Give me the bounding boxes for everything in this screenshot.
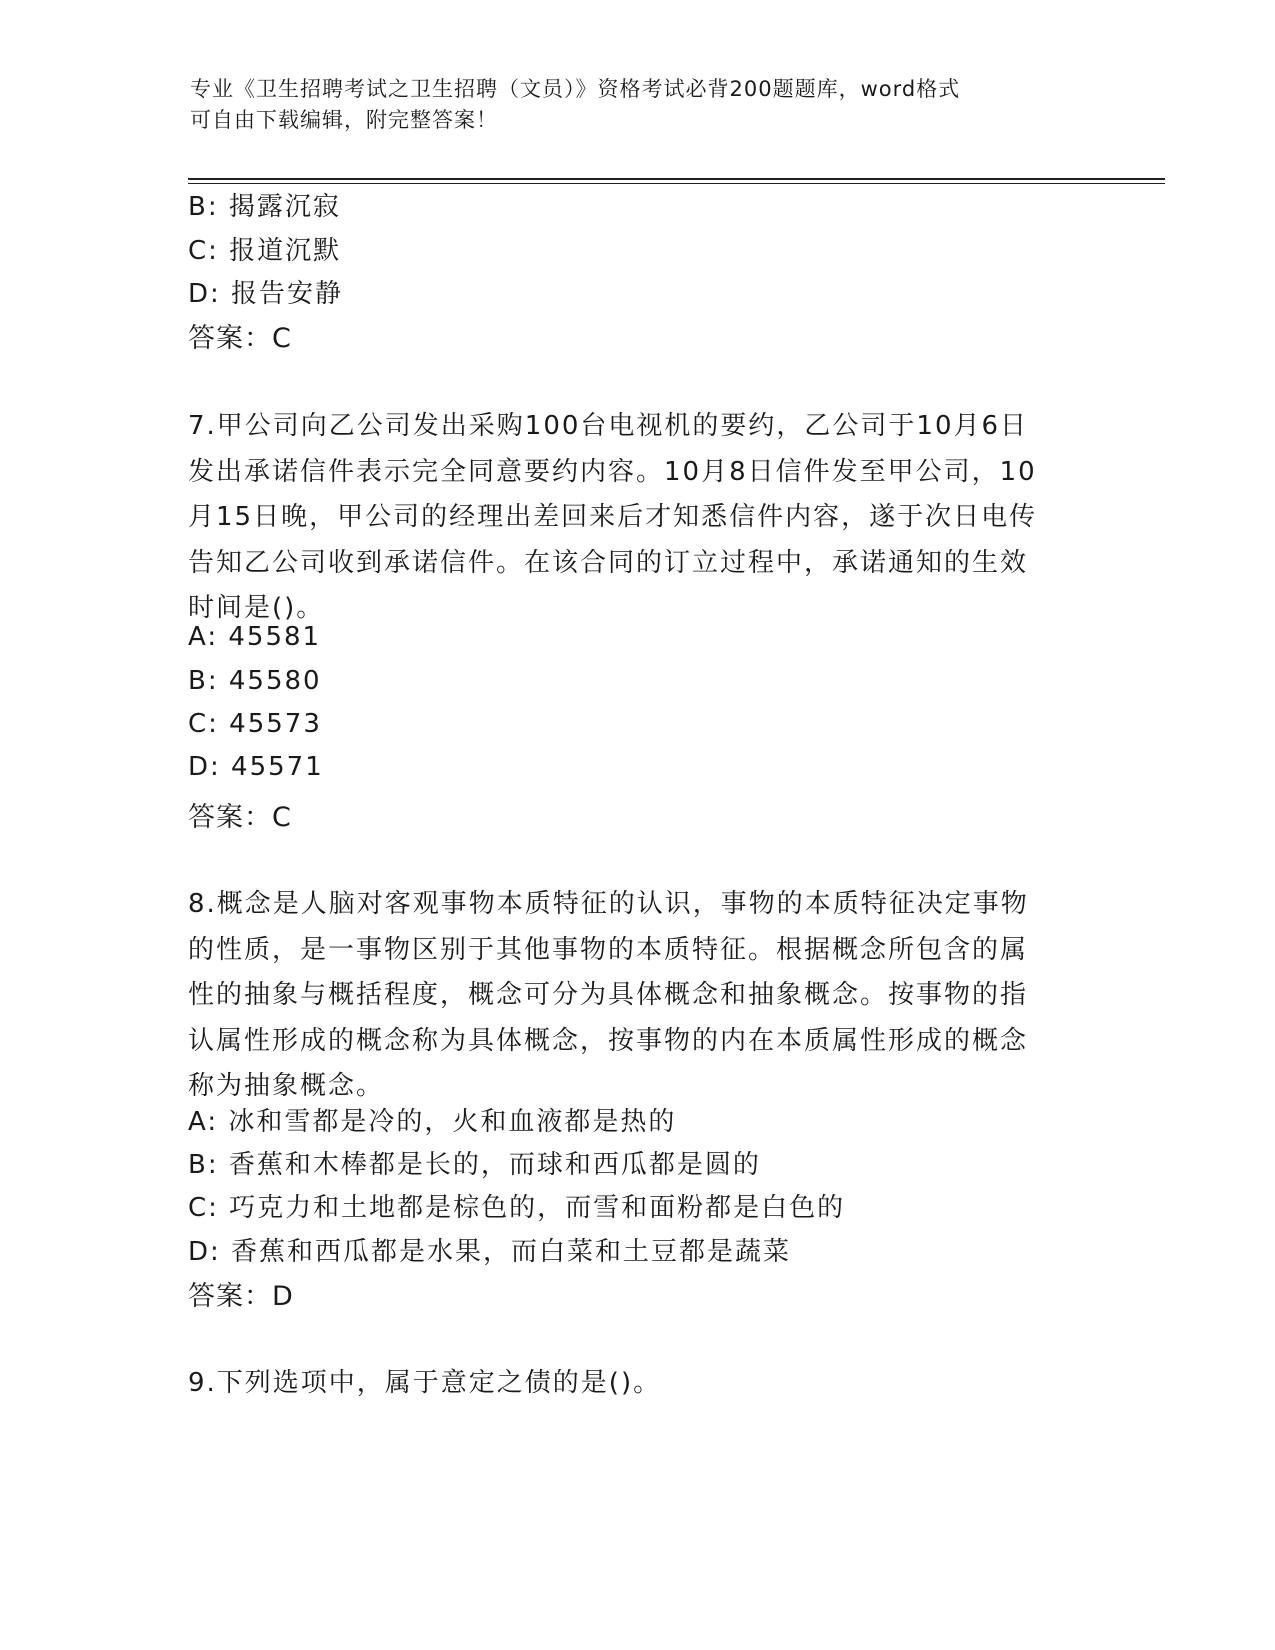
- q8-stem-line: 认属性形成的概念称为具体概念，按事物的内在本质属性形成的概念: [188, 1025, 1029, 1056]
- q8-answer: 答案：D: [188, 1281, 294, 1312]
- q8-stem: [188, 882, 1088, 1110]
- q8-option-a: A: 冰和雪都是冷的，火和血液都是热的: [188, 1107, 677, 1137]
- q7-stem-line: 月15日晚，甲公司的经理出差回来后才知悉信件内容，遂于次日电传: [188, 502, 1038, 533]
- q9-stem: 9.下列选项中，属于意定之债的是()。: [188, 1368, 662, 1398]
- q7-option-b: B: 45580: [188, 666, 322, 696]
- q8-stem-line: 称为抽象概念。: [188, 1071, 385, 1102]
- header-title-line-2: 可自由下载编辑，附完整答案！: [190, 108, 498, 132]
- q6-answer: 答案：C: [188, 323, 292, 354]
- header-title-line-1: 专业《卫生招聘考试之卫生招聘（文员）》资格考试必背200题题库，word格式: [190, 77, 961, 101]
- q8-stem-line: 性的抽象与概括程度，概念可分为具体概念和抽象概念。按事物的指: [188, 980, 1029, 1011]
- q8-stem-line: 8.概念是人脑对客观事物本质特征的认识，事物的本质特征决定事物: [188, 889, 1029, 919]
- q7-option-a: A: 45581: [188, 622, 322, 652]
- q6-option-c: C: 报道沉默: [188, 236, 342, 266]
- header-divider-thin: [188, 183, 1165, 184]
- q8-option-b: B: 香蕉和木棒都是长的，而球和西瓜都是圆的: [188, 1150, 761, 1180]
- q7-stem-line: 7.甲公司向乙公司发出采购100台电视机的要约，乙公司于10月6日: [188, 411, 1029, 441]
- q8-option-d: D: 香蕉和西瓜都是水果，而白菜和土豆都是蔬菜: [188, 1237, 792, 1267]
- q6-option-b: B: 揭露沉寂: [188, 192, 341, 222]
- header-divider-thick: [188, 178, 1165, 180]
- q8-stem-line: 的性质，是一事物区别于其他事物的本质特征。根据概念所包含的属: [188, 934, 1029, 965]
- q7-stem-line: 时间是()。: [188, 593, 325, 624]
- document-header: [190, 74, 1090, 136]
- q6-option-d: D: 报告安静: [188, 279, 344, 309]
- q7-stem: [188, 404, 1088, 632]
- q7-option-c: C: 45573: [188, 709, 322, 739]
- q7-stem-line: 告知乙公司收到承诺信件。在该合同的订立过程中，承诺通知的生效: [188, 547, 1029, 578]
- q7-option-d: D: 45571: [188, 752, 324, 782]
- q7-answer: 答案：C: [188, 802, 292, 833]
- q8-option-c: C: 巧克力和土地都是棕色的，而雪和面粉都是白色的: [188, 1193, 846, 1223]
- q7-stem-line: 发出承诺信件表示完全同意要约内容。10月8日信件发至甲公司，10: [188, 456, 1037, 487]
